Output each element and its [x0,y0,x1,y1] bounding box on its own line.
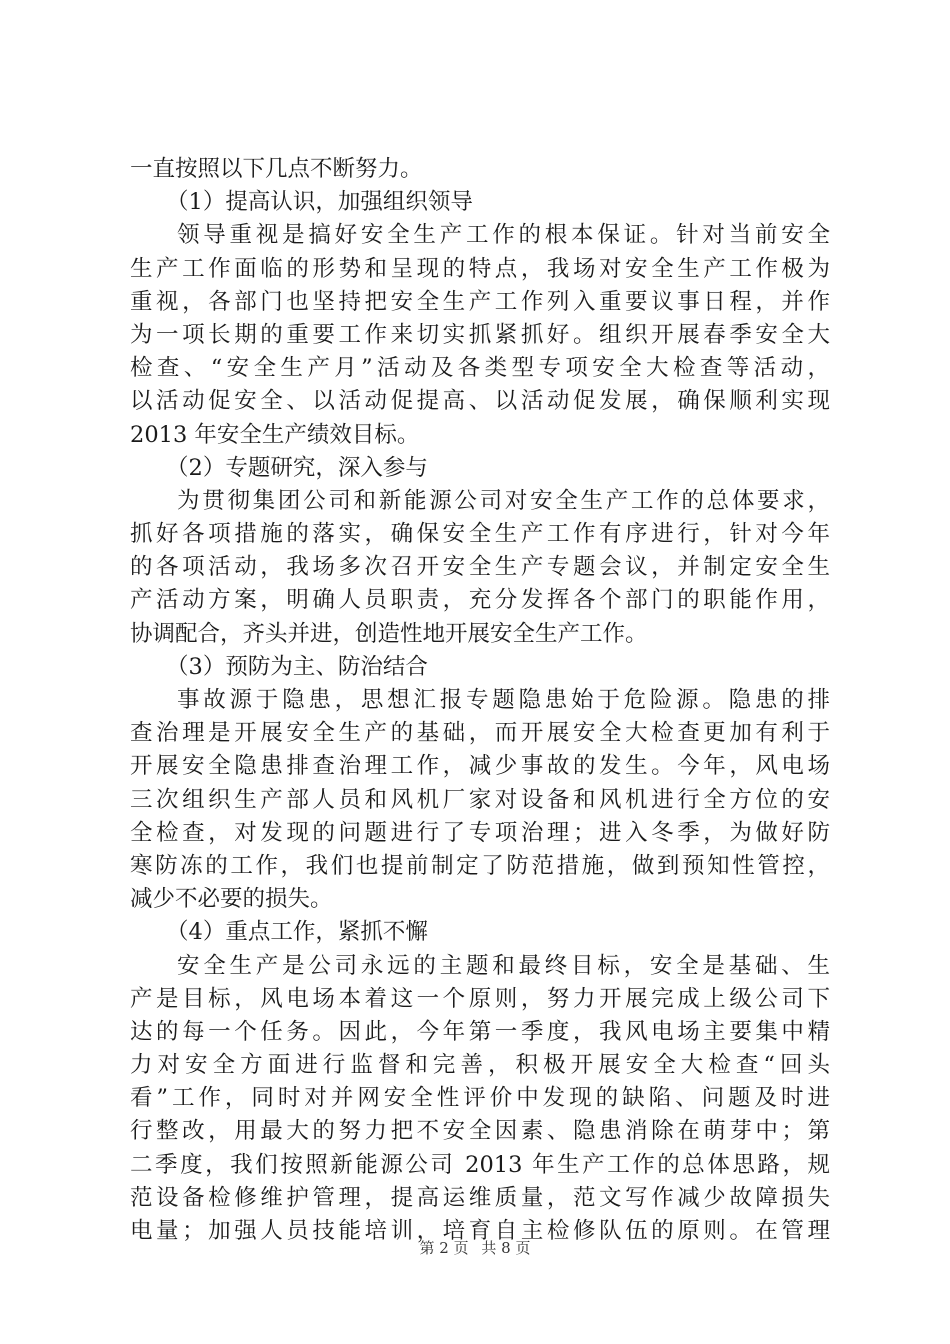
text-line: 领导重视是搞好安全生产工作的根本保证。针对当前安全 [177,222,830,249]
text-line: 力对安全方面进行监督和完善，积极开展安全大检查“回头 [130,1052,830,1079]
section-heading: （1）提高认识，加强组织领导 [166,189,473,216]
text-line: 全检查，对发现的问题进行了专项治理；进入冬季，为做好防 [130,819,830,846]
text-line: 达的每一个任务。因此，今年第一季度，我风电场主要集中精 [130,1018,830,1045]
text-line: 三次组织生产部人员和风机厂家对设备和风机进行全方位的安 [130,786,830,813]
text-line: 以活动促安全、以活动促提高、以活动促发展，确保顺利实现 [130,388,830,415]
text-line: 生产工作面临的形势和呈现的特点，我场对安全生产工作极为 [130,255,830,282]
text-line: 检查、“安全生产月”活动及各类型专项安全大检查等活动， [130,355,830,382]
text-line: 寒防冻的工作，我们也提前制定了防范措施，做到预知性管控， [130,852,830,879]
text-line: 2013 年安全生产绩效目标。 [130,421,420,448]
section-heading: （4）重点工作，紧抓不懈 [166,919,428,946]
text-line: 为贯彻集团公司和新能源公司对安全生产工作的总体要求， [177,487,830,514]
text-line: 产活动方案，明确人员职责，充分发挥各个部门的职能作用， [130,587,830,614]
text-line: 为一项长期的重要工作来切实抓紧抓好。组织开展春季安全大 [130,321,830,348]
text-line: 行整改，用最大的努力把不安全因素、隐患消除在萌芽中；第 [130,1118,830,1145]
text-line: 协调配合，齐头并进，创造性地开展安全生产工作。 [130,620,648,647]
text-line: 减少不必要的损失。 [130,886,333,913]
section-heading: （3）预防为主、防治结合 [166,653,428,680]
text-line: 二季度，我们按照新能源公司 2013 年生产工作的总体思路，规 [130,1151,830,1178]
page-footer [0,1238,950,1258]
text-line: 重视，各部门也坚持把安全生产工作列入重要议事日程，并作 [130,288,830,315]
section-heading: （2）专题研究，深入参与 [166,454,428,481]
text-line: 产是目标，风电场本着这一个原则，努力开展完成上级公司下 [130,985,830,1012]
text-line: 安全生产是公司永远的主题和最终目标，安全是基础、生 [177,952,830,979]
text-line: 的各项活动，我场多次召开安全生产专题会议，并制定安全生 [130,554,830,581]
text-line: 范设备检修维护管理，提高运维质量，范文写作减少故障损失 [130,1184,830,1211]
page-number: 第 2 页 [419,1239,469,1257]
text-line: 看”工作，同时对并网安全性评价中发现的缺陷、问题及时进 [130,1085,830,1112]
text-line: 抓好各项措施的落实，确保安全生产工作有序进行，针对今年 [130,521,830,548]
text-line: 事故源于隐患，思想汇报专题隐患始于危险源。隐患的排 [177,687,830,713]
page-total: 共 8 页 [481,1239,531,1257]
text-line: 一直按照以下几点不断努力。 [130,156,423,182]
text-line: 电量；加强人员技能培训，培育自主检修队伍的原则。在管理 [130,1218,830,1244]
document-body [130,153,830,1248]
text-line: 开展安全隐患排查治理工作，减少事故的发生。今年，风电场 [130,753,830,780]
text-line: 查治理是开展安全生产的基础，而开展安全大检查更加有利于 [130,720,830,747]
